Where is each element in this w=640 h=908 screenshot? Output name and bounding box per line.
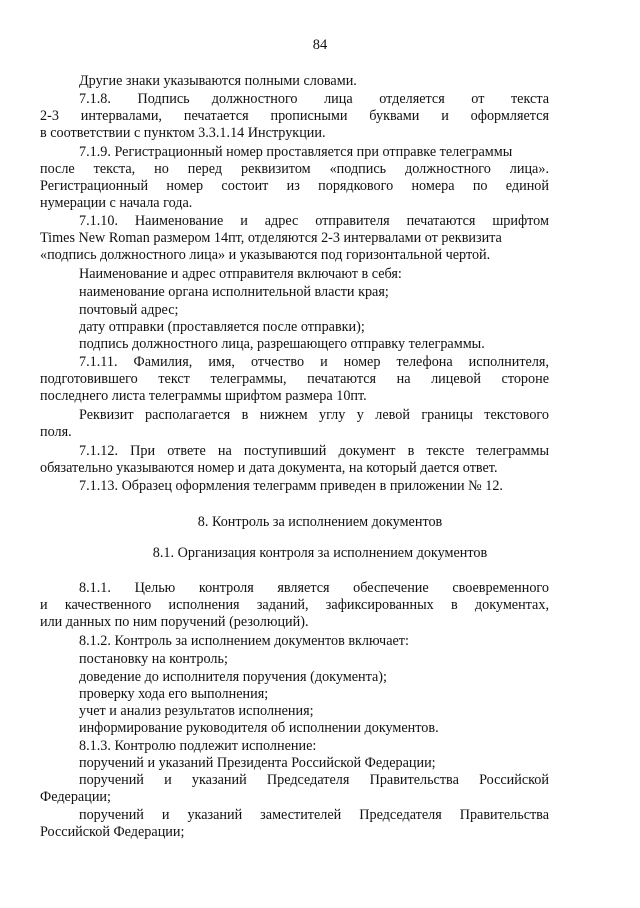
- text-line: наименование органа исполнительной власти края;: [79, 284, 389, 300]
- text-line: 7.1.11. Фамилия, имя, отчество и номер телефона исполнителя,: [79, 354, 549, 370]
- text-line: доведение до исполнителя поручения (документа);: [79, 669, 387, 685]
- text-line: Наименование и адрес отправителя включают в себя:: [79, 266, 402, 282]
- text-line: дату отправки (проставляется после отправки);: [79, 319, 365, 335]
- subsection-heading: 8.1. Организация контроля за исполнением документов: [152, 545, 488, 561]
- text-line: в соответствии с пунктом 3.3.1.14 Инструкции.: [40, 125, 326, 141]
- text-line: поручений и указаний Президента Российской Федерации;: [79, 755, 436, 771]
- text-line: «подпись должностного лица» и указываются под горизонтальной чертой.: [40, 247, 491, 263]
- text-line: проверку хода его выполнения;: [79, 686, 269, 702]
- text-line: 7.1.8. Подпись должностного лица отделяется от текста: [79, 91, 549, 107]
- text-line: поручений и указаний Председателя Правительства Российской: [79, 772, 549, 788]
- text-line: 7.1.12. При ответе на поступивший документ в тексте телеграммы: [79, 443, 549, 459]
- text-line: поручений и указаний заместителей Председателя Правительства: [79, 807, 549, 823]
- text-line: 8.1.2. Контроль за исполнением документов включает:: [79, 633, 409, 649]
- text-line: нумерации с начала года.: [40, 195, 193, 211]
- text-line: Регистрационный номер состоит из порядкового номера по единой: [40, 178, 549, 194]
- text-line: Times New Roman размером 14пт, отделяются 2-3 интервалами от реквизита: [40, 230, 502, 246]
- text-line: Другие знаки указываются полными словами.: [79, 73, 357, 89]
- page-number: 84: [312, 37, 328, 53]
- text-line: Федерации;: [40, 789, 111, 805]
- text-line: 8.1.3. Контролю подлежит исполнение:: [79, 738, 317, 754]
- text-line: почтовый адрес;: [79, 302, 179, 318]
- section-heading: 8. Контроль за исполнением документов: [197, 514, 443, 530]
- text-line: информирование руководителя об исполнении документов.: [79, 720, 439, 736]
- text-line: подготовившего текст телеграммы, печатаются на лицевой стороне: [40, 371, 549, 387]
- text-line: 7.1.10. Наименование и адрес отправителя печатаются шрифтом: [79, 213, 549, 229]
- text-line: 2-3 интервалами, печатается прописными буквами и оформляется: [40, 108, 549, 124]
- text-line: 7.1.13. Образец оформления телеграмм приведен в приложении № 12.: [79, 478, 503, 494]
- text-line: после текста, но перед реквизитом «подпись должностного лица».: [40, 161, 549, 177]
- text-line: последнего листа телеграммы шрифтом размера 10пт.: [40, 388, 367, 404]
- text-line: 8.1.1. Целью контроля является обеспечение своевременного: [79, 580, 549, 596]
- text-line: обязательно указываются номер и дата документа, на который дается ответ.: [40, 460, 498, 476]
- text-line: поля.: [40, 424, 72, 440]
- text-line: и качественного исполнения заданий, зафиксированных в документах,: [40, 597, 549, 613]
- text-line: учет и анализ результатов исполнения;: [79, 703, 314, 719]
- text-line: Российской Федерации;: [40, 824, 185, 840]
- text-line: постановку на контроль;: [79, 651, 228, 667]
- text-line: Реквизит располагается в нижнем углу у левой границы текстового: [79, 407, 549, 423]
- text-line: 7.1.9. Регистрационный номер проставляется при отправке телеграммы: [79, 144, 513, 160]
- text-line: подпись должностного лица, разрешающего отправку телеграммы.: [79, 336, 485, 352]
- text-line: или данных по ним поручений (резолюций).: [40, 614, 309, 630]
